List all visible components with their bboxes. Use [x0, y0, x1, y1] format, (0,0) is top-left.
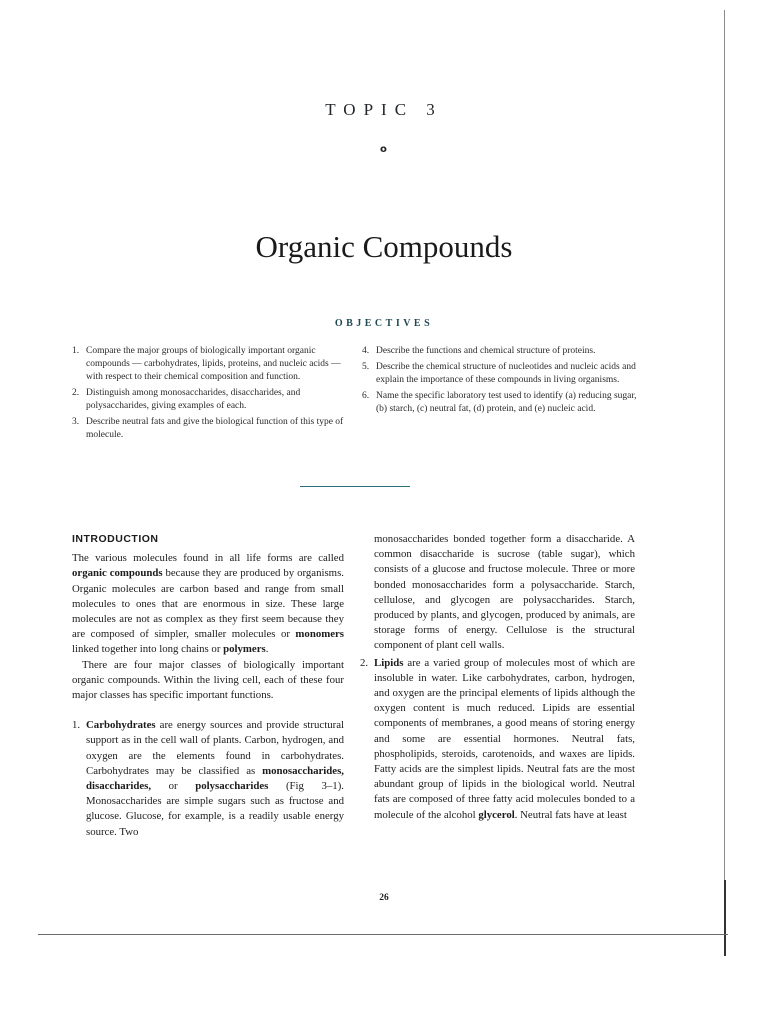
objective-number: 1.	[72, 346, 80, 356]
term-lipids: Lipids	[374, 656, 404, 669]
list-item-lipids	[360, 656, 635, 823]
objective-text: Compare the major groups of biologically important organic compounds — carbohydrates, lipids, proteins, and nucleic acids — with respect to their chemical composition and function.	[86, 346, 341, 382]
term-organic-compounds: organic compounds	[72, 567, 163, 580]
carbohydrates-continued: monosaccharides bonded together form a disaccharide. A common disaccharide is sucrose (table sugar), which consists of a glucose and fructose molecule. Three or more bonded monosaccharides form a polysaccharide. Starch, cellulose, and glycogen are polysaccharides. Starch, produced by plants, and glycogen, produced by animals, are storage forms of energy. Cellulose is the structural component of plant cell walls.	[374, 533, 635, 652]
objectives-list-left	[72, 345, 350, 445]
page-edge-line	[724, 10, 725, 956]
list-body: Lipids are a varied group of molecules most of which are insoluble in water. Like carbohydrates, carbon, hydrogen, and oxygen are the principal elements of lipids although the oxygen content is much reduced. Lipids are essential components of membranes, a good means of storing energy and some are essential hormones. Neutral fats, phospholipids, steroids, carotenoids, and waxes are lipids. Fatty acids are the simplest lipids. Neutral fats are the most abundant group of lipids in the biological world. Neutral fats are composed of three fatty acid molecules bonded to a molecule of the alcohol glycerol. Neutral fats have at least	[374, 656, 635, 821]
objectives-list-right	[362, 345, 638, 419]
objective-item	[362, 361, 638, 387]
objective-text: Describe neutral fats and give the biological function of this type of molecule.	[86, 417, 344, 440]
list-item-carbohydrates	[72, 718, 344, 840]
objective-text: Name the specific laboratory test used to identify (a) reducing sugar, (b) starch, (c) neutral fat, (d) protein, and (e) nucleic acid.	[376, 391, 637, 414]
page-edge-binding	[724, 880, 726, 956]
text-column-left	[72, 532, 344, 840]
ornament-mark: o	[380, 144, 387, 155]
objective-number: 6.	[362, 391, 370, 401]
term-polymers: polymers	[223, 643, 266, 656]
objective-item	[362, 345, 638, 358]
intro-paragraph-2: There are four major classes of biologically important organic compounds. Within the living cell, each of these four major classes has specific important functions.	[72, 658, 344, 702]
list-number: 1.	[72, 719, 81, 732]
objective-number: 4.	[362, 346, 370, 356]
topic-label: TOPIC 3	[325, 100, 443, 119]
section-divider	[300, 486, 410, 487]
objective-number: 5.	[362, 362, 370, 372]
page-title: Organic Compounds	[255, 229, 513, 264]
term-glycerol: glycerol	[478, 808, 515, 821]
introduction-heading: INTRODUCTION	[72, 533, 159, 545]
objective-number: 3.	[72, 417, 80, 427]
objectives-heading: OBJECTIVES	[334, 318, 434, 329]
objective-text: Distinguish among monosaccharides, disaccharides, and polysaccharides, giving examples of each.	[86, 388, 301, 411]
objective-number: 2.	[72, 388, 80, 398]
objective-item	[72, 387, 350, 413]
objective-text: Describe the functions and chemical structure of proteins.	[376, 346, 596, 356]
term-polysaccharides: polysaccharides	[195, 780, 269, 793]
footer-rule	[38, 934, 728, 935]
list-body: Carbohydrates are energy sources and provide structural support as in the cell wall of plants. Carbon, hydrogen, and oxygen are the elements found in carbohydrates. Carbohydrates may be classified as monosaccharides, disaccharides, or polysaccharides (Fig 3–1). Monosaccharides are simple sugars such as fructose and glucose. Glucose, for example, is a readily usable energy source. Two	[86, 719, 344, 838]
term-saccharides: monosaccharides, disaccharides,	[86, 764, 344, 793]
text-column-right	[360, 532, 635, 823]
page-number: 26	[379, 893, 389, 903]
list-number: 2.	[360, 656, 369, 669]
objective-item	[72, 345, 350, 384]
objective-text: Describe the chemical structure of nucleotides and nucleic acids and explain the importance of these compounds in living organisms.	[376, 362, 636, 385]
objective-item	[362, 390, 638, 416]
objective-item	[72, 416, 350, 442]
intro-paragraph: The various molecules found in all life forms are called organic compounds because they are produced by organisms. Organic molecules are carbon based and range from small molecules to ones that are enormous in size. These large molecules are not as complex as they first seem because they are composed of simpler, smaller molecules or monomers linked together into long chains or polymers.	[72, 552, 344, 656]
term-carbohydrates: Carbohydrates	[86, 719, 156, 732]
term-monomers: monomers	[295, 628, 344, 641]
